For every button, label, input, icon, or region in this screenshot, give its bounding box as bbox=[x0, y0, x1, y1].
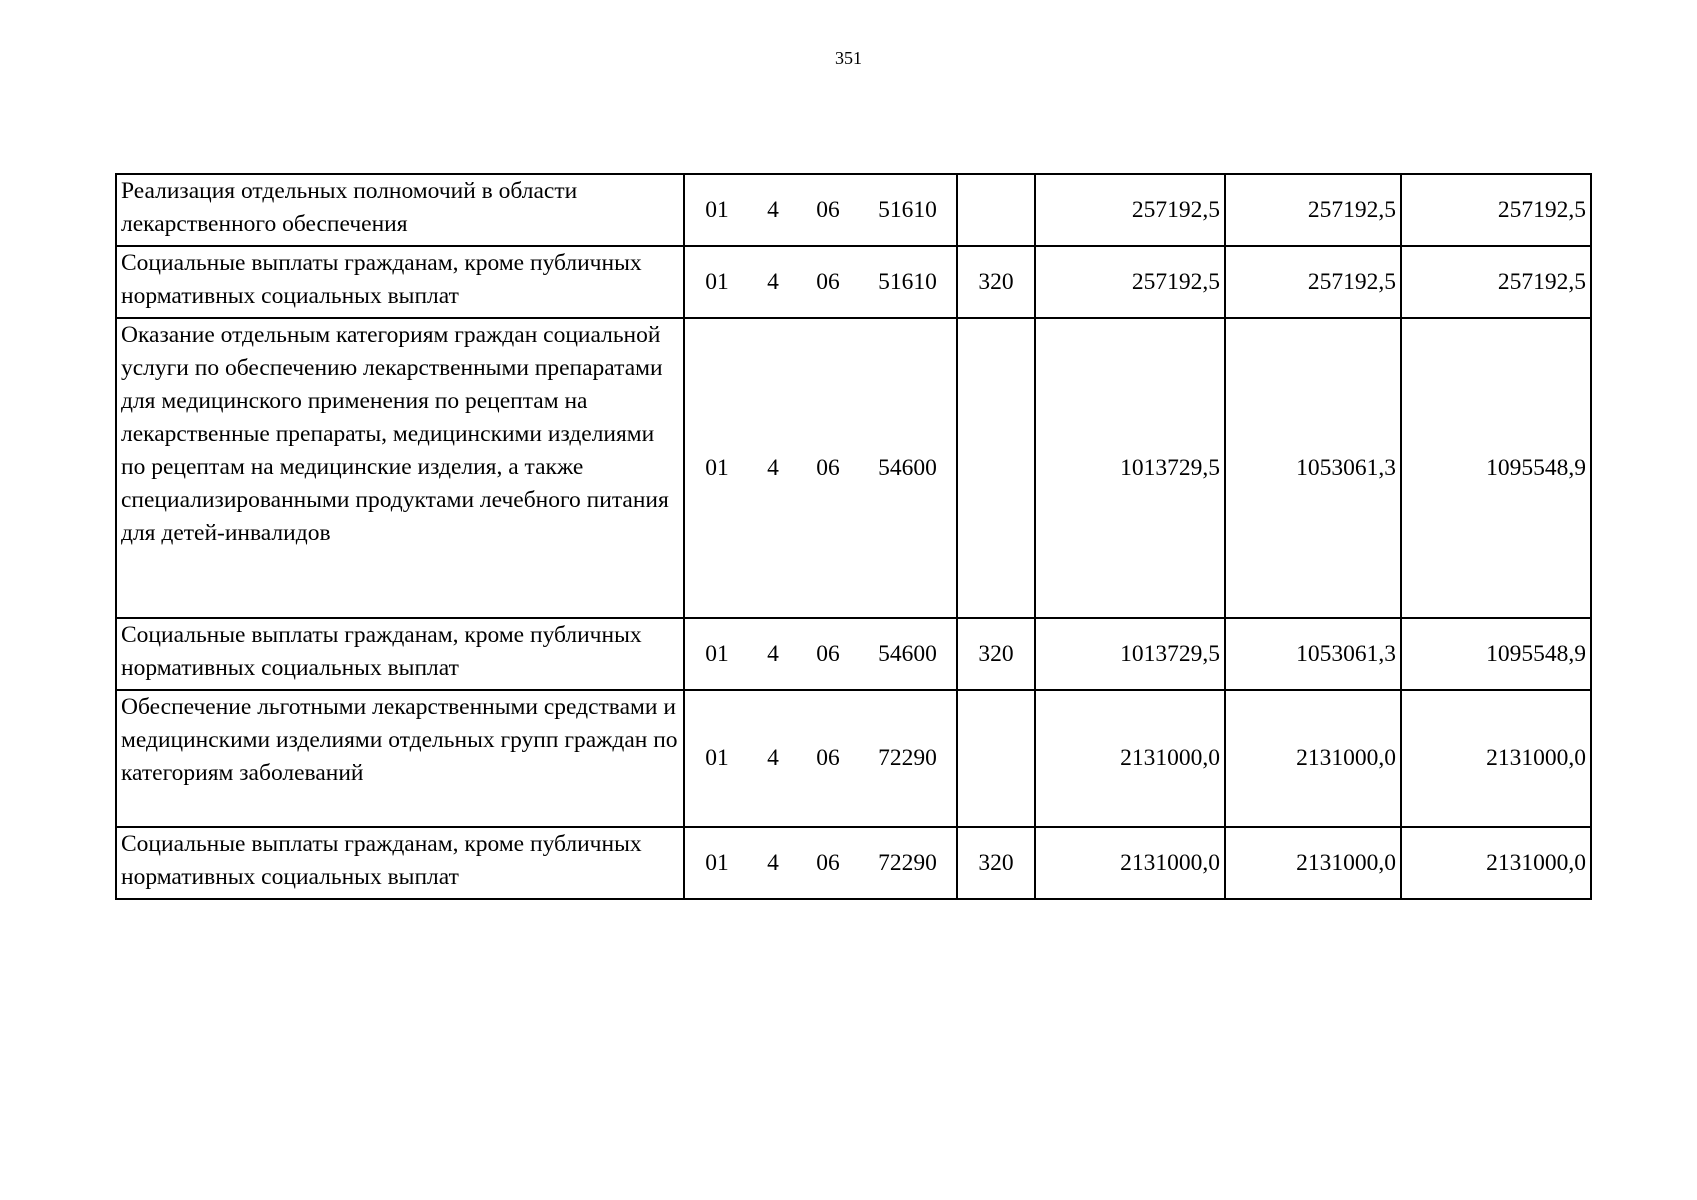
amount-year-1: 257192,5 bbox=[1035, 246, 1225, 318]
expense-type: 320 bbox=[957, 246, 1035, 318]
code-direction: 51610 bbox=[878, 268, 937, 295]
code-direction: 51610 bbox=[878, 196, 937, 223]
code-type: 4 bbox=[767, 268, 779, 295]
code-subprogram: 06 bbox=[816, 454, 840, 481]
code-subprogram: 06 bbox=[816, 849, 840, 876]
code-type: 4 bbox=[767, 640, 779, 667]
amount-year-3: 1095548,9 bbox=[1401, 318, 1591, 618]
amount-year-1: 1013729,5 bbox=[1035, 618, 1225, 690]
code-subprogram: 06 bbox=[816, 196, 840, 223]
code-type: 4 bbox=[767, 454, 779, 481]
amount-year-2: 2131000,0 bbox=[1225, 827, 1401, 899]
code-direction: 72290 bbox=[878, 745, 937, 771]
row-name: Социальные выплаты гражданам, кроме публичных нормативных социальных выплат bbox=[116, 246, 684, 318]
table-row bbox=[116, 174, 1591, 246]
code-program: 01 bbox=[705, 454, 729, 481]
page-number: 351 bbox=[835, 48, 862, 68]
classification-codes bbox=[684, 246, 957, 318]
expense-type bbox=[957, 318, 1035, 618]
code-direction: 54600 bbox=[878, 454, 937, 481]
code-program: 01 bbox=[705, 640, 729, 667]
code-program: 01 bbox=[705, 268, 729, 295]
table-row bbox=[116, 246, 1591, 318]
expense-type: 320 bbox=[957, 618, 1035, 690]
amount-year-2: 257192,5 bbox=[1225, 174, 1401, 246]
table-row bbox=[116, 618, 1591, 690]
amount-year-2: 1053061,3 bbox=[1225, 318, 1401, 618]
classification-codes bbox=[684, 618, 957, 690]
classification-codes bbox=[684, 690, 957, 827]
amount-year-1: 2131000,0 bbox=[1035, 690, 1225, 827]
table-row bbox=[116, 827, 1591, 899]
code-program: 01 bbox=[705, 849, 729, 876]
amount-year-3: 257192,5 bbox=[1401, 246, 1591, 318]
amount-year-3: 257192,5 bbox=[1401, 174, 1591, 246]
amount-year-2: 257192,5 bbox=[1225, 246, 1401, 318]
amount-year-2: 2131000,0 bbox=[1225, 690, 1401, 827]
amount-year-3: 2131000,0 bbox=[1401, 827, 1591, 899]
table-row bbox=[116, 690, 1591, 827]
row-name: Социальные выплаты гражданам, кроме публичных нормативных социальных выплат bbox=[116, 827, 684, 899]
code-type: 4 bbox=[767, 745, 779, 771]
amount-year-3: 2131000,0 bbox=[1401, 690, 1591, 827]
classification-codes bbox=[684, 827, 957, 899]
expense-type bbox=[957, 174, 1035, 246]
code-direction: 72290 bbox=[878, 849, 937, 876]
row-name: Реализация отдельных полномочий в области лекарственного обеспечения bbox=[116, 174, 684, 246]
classification-codes bbox=[684, 174, 957, 246]
code-direction: 54600 bbox=[878, 640, 937, 667]
amount-year-1: 1013729,5 bbox=[1035, 318, 1225, 618]
classification-codes bbox=[684, 318, 957, 618]
row-name: Оказание отдельным категориям граждан социальной услуги по обеспечению лекарственными препаратами для медицинского применения по рецептам на лекарственные препараты, медицинскими изделиями по рецептам на медицинские изделия, а также специализированными продуктами лечебного питания для детей-инвалидов bbox=[116, 318, 684, 618]
code-type: 4 bbox=[767, 196, 779, 223]
amount-year-1: 257192,5 bbox=[1035, 174, 1225, 246]
code-type: 4 bbox=[767, 849, 779, 876]
amount-year-3: 1095548,9 bbox=[1401, 618, 1591, 690]
code-subprogram: 06 bbox=[816, 745, 840, 771]
code-subprogram: 06 bbox=[816, 640, 840, 667]
code-program: 01 bbox=[705, 196, 729, 223]
row-name: Социальные выплаты гражданам, кроме публичных нормативных социальных выплат bbox=[116, 618, 684, 690]
expense-type bbox=[957, 690, 1035, 827]
code-subprogram: 06 bbox=[816, 268, 840, 295]
table-row bbox=[116, 318, 1591, 618]
amount-year-2: 1053061,3 bbox=[1225, 618, 1401, 690]
expense-type: 320 bbox=[957, 827, 1035, 899]
row-name: Обеспечение льготными лекарственными средствами и медицинскими изделиями отдельных групп граждан по категориям заболеваний bbox=[116, 690, 684, 827]
budget-table bbox=[115, 173, 1592, 900]
amount-year-1: 2131000,0 bbox=[1035, 827, 1225, 899]
code-program: 01 bbox=[705, 745, 729, 771]
